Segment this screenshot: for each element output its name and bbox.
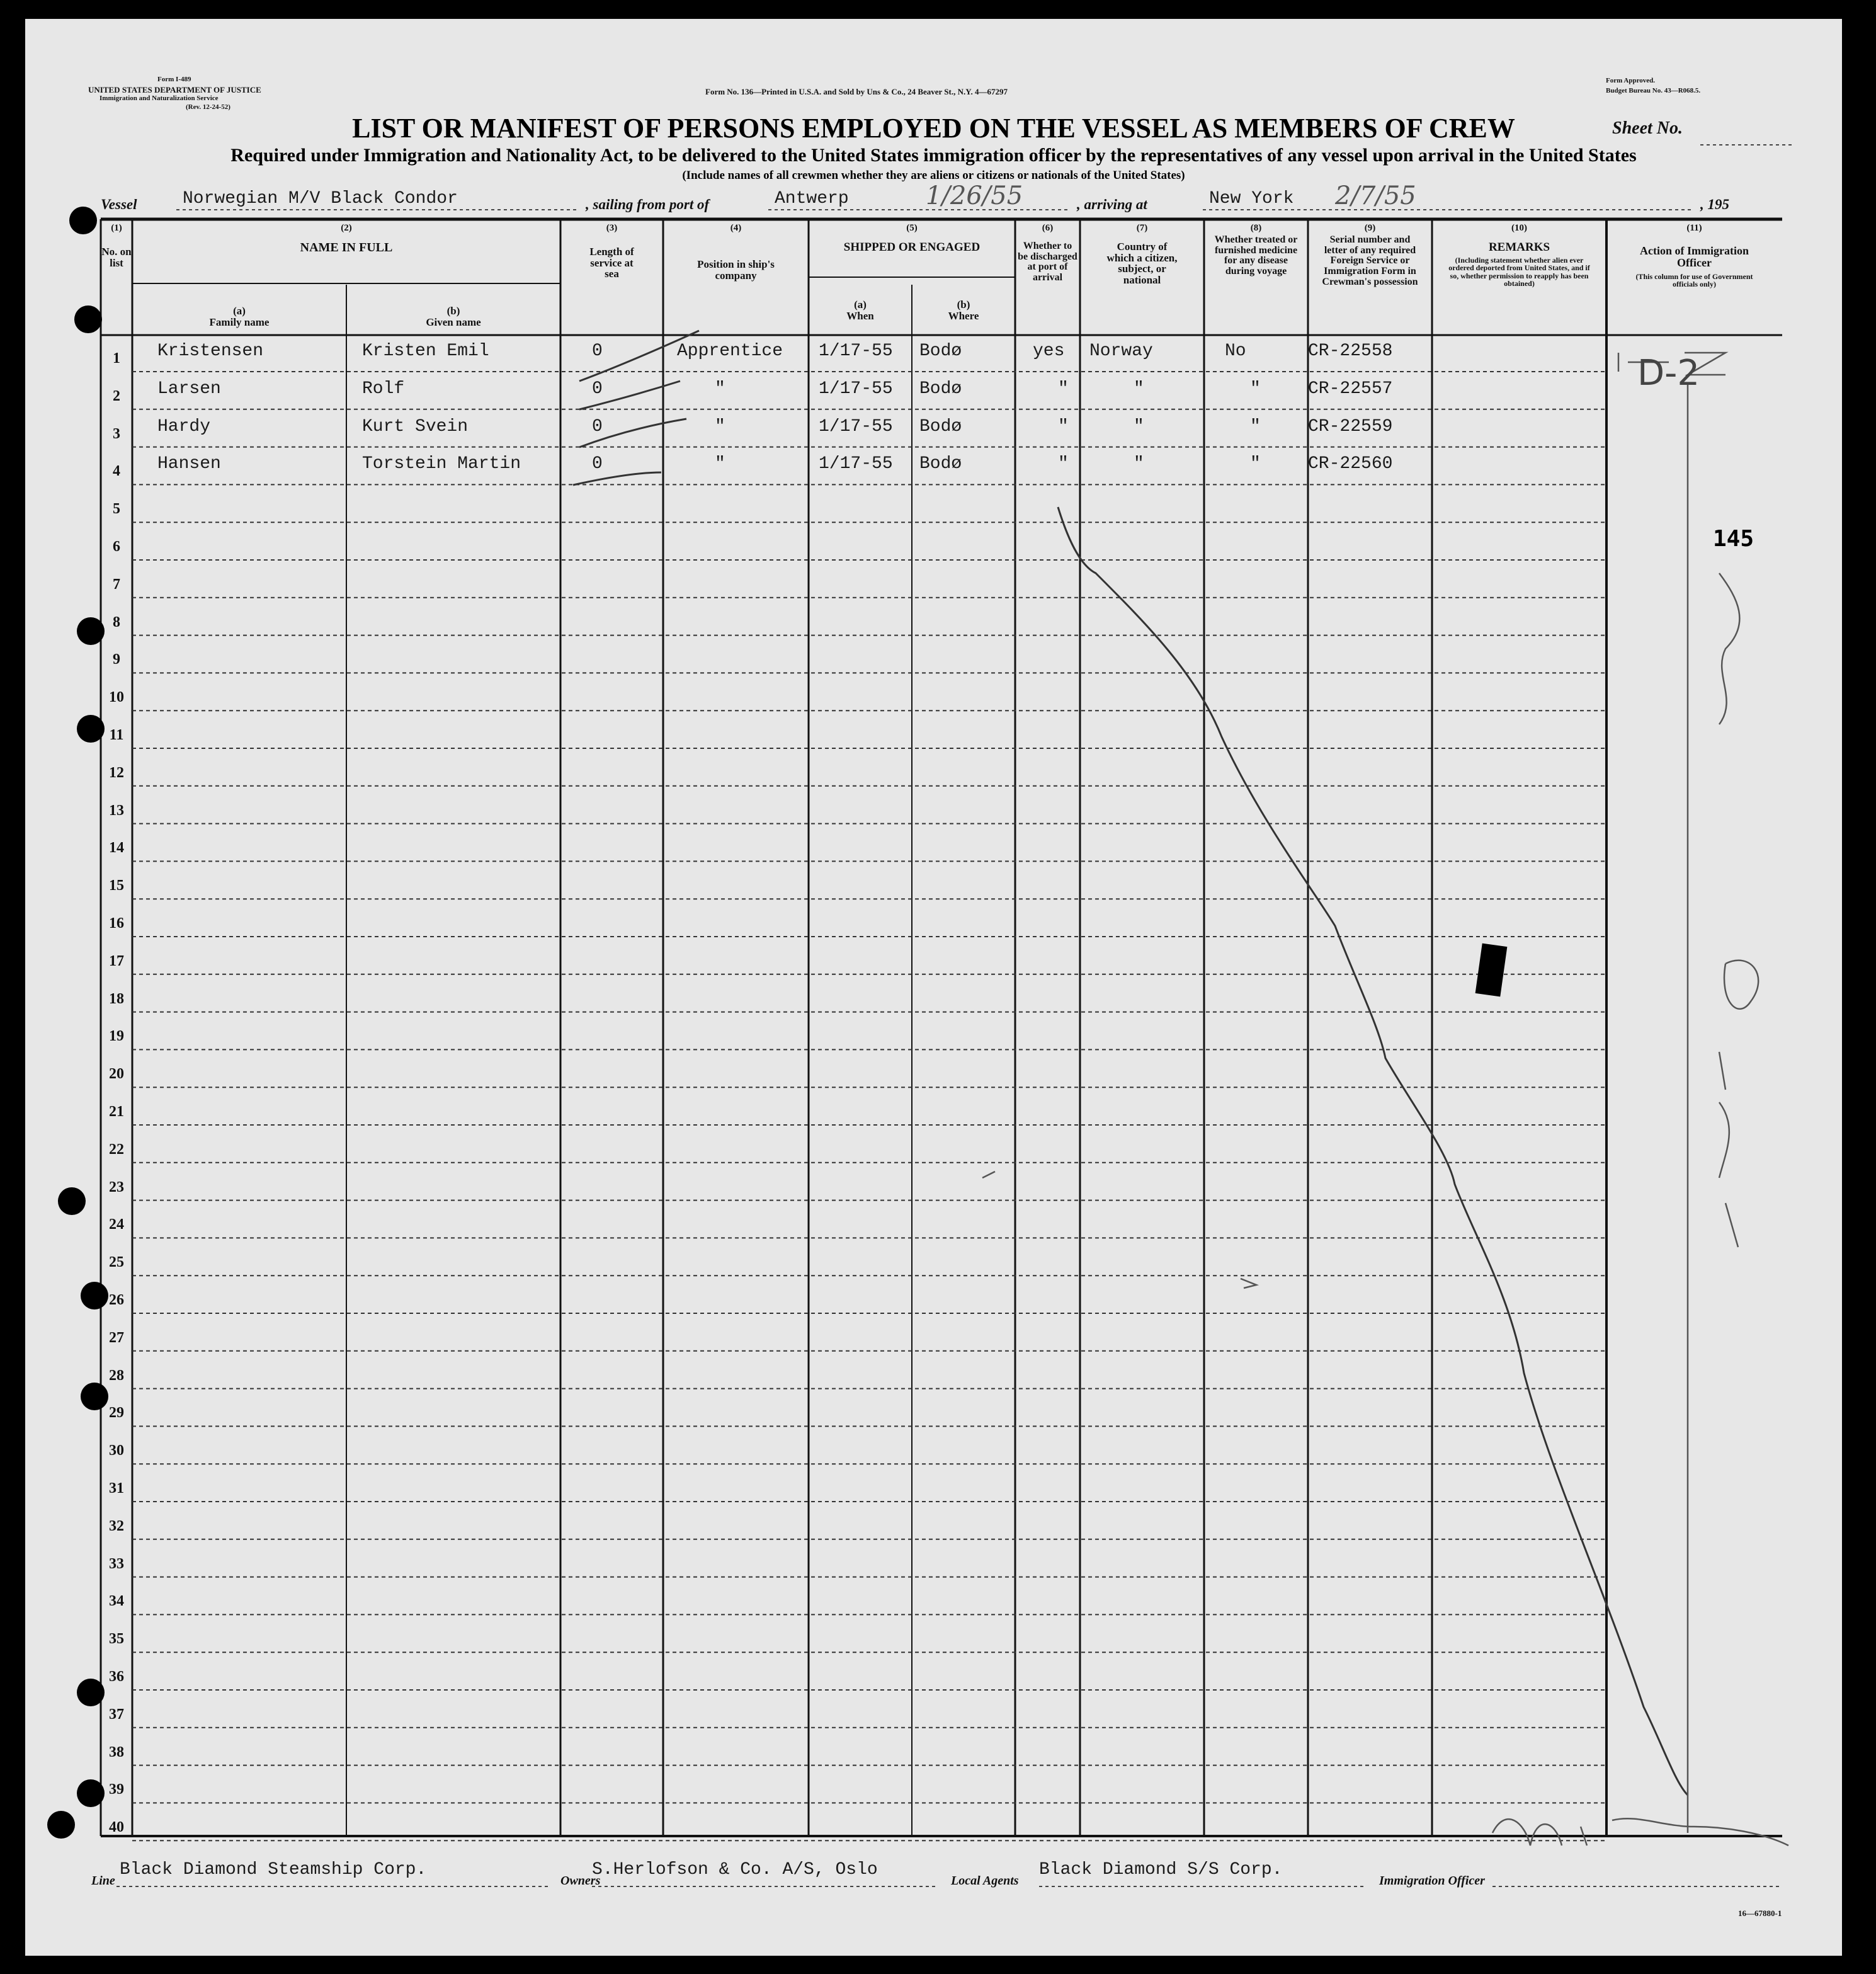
- cell-given: Torstein Martin: [362, 454, 521, 474]
- row-number: 23: [109, 1178, 124, 1195]
- form-number: Form I-489: [157, 76, 191, 83]
- punch-hole: [74, 305, 102, 333]
- row-number: 3: [113, 425, 120, 442]
- punch-hole: [77, 617, 105, 645]
- sailing-port: Antwerp: [775, 189, 849, 208]
- row-number: 24: [109, 1216, 124, 1233]
- row-number: 16: [109, 915, 124, 932]
- arrival-port: New York: [1209, 189, 1294, 208]
- cell-serial: CR-22559: [1308, 416, 1393, 436]
- form-approved: Form Approved.: [1606, 77, 1656, 84]
- row-number: 30: [109, 1442, 124, 1459]
- cell-service: 0: [592, 416, 603, 436]
- cell-medicine: ": [1250, 416, 1261, 436]
- vessel-label: Vessel: [101, 197, 137, 212]
- cell-family: Hardy: [157, 416, 211, 436]
- punch-hole: [47, 1811, 75, 1839]
- row-number: 19: [109, 1028, 124, 1045]
- col10-header: (10) REMARKS (Including statement whether alien ever ordered deported from United States, and if so, whether permission to reapply has been obtained): [1448, 223, 1590, 288]
- row-number: 6: [113, 539, 120, 555]
- cell-serial: CR-22557: [1308, 379, 1393, 399]
- row-number: 28: [109, 1367, 124, 1384]
- cell-position: ": [715, 416, 725, 436]
- row-number: 37: [109, 1706, 124, 1723]
- cell-country: Norway: [1089, 341, 1153, 361]
- cell-given: Rolf: [362, 379, 405, 399]
- cell-medicine: ": [1250, 379, 1261, 399]
- form-code: 16—67880-1: [1738, 1908, 1782, 1918]
- stamp-number: 145: [1713, 526, 1754, 552]
- page-subtitle: Required under Immigration and Nationality Act, to be delivered to the United States immigration officer by the representatives of any vessel upon arrival in the United States: [230, 145, 1637, 166]
- punch-hole: [77, 715, 105, 743]
- cell-where: Bodø: [919, 454, 962, 474]
- punch-hole: [77, 1679, 105, 1706]
- cell-when: 1/17-55: [819, 379, 893, 399]
- col7-header: (7) Country of which a citizen, subject, or national: [1106, 223, 1178, 287]
- cell-serial: CR-22560: [1308, 454, 1393, 474]
- vessel-name: Norwegian M/V Black Condor: [183, 189, 458, 208]
- row-number: 20: [109, 1066, 124, 1083]
- punch-hole: [81, 1282, 108, 1309]
- cell-discharged: yes: [1033, 341, 1065, 361]
- col5-header: (5) SHIPPED OR ENGAGED: [843, 223, 981, 254]
- row-number: 9: [113, 651, 120, 668]
- agents-label: Local Agents: [951, 1874, 1019, 1888]
- row-number: 4: [113, 463, 120, 480]
- cell-when: 1/17-55: [819, 454, 893, 474]
- row-number: 27: [109, 1329, 124, 1346]
- cell-country: ": [1134, 454, 1144, 474]
- manifest-paper: [25, 19, 1842, 1956]
- row-number: 32: [109, 1517, 124, 1534]
- arrival-date-handwritten: 2/7/55: [1335, 181, 1416, 210]
- col8-header: (8) Whether treated or furnished medicine for any disease during voyage: [1214, 223, 1298, 277]
- page-subnote: (Include names of all crewmen whether they are aliens or citizens or nationals of the United States): [682, 169, 1185, 182]
- cell-discharged: ": [1058, 454, 1069, 474]
- budget-bureau: Budget Bureau No. 43—R068.5.: [1606, 87, 1701, 94]
- printer-note: Form No. 136—Printed in U.S.A. and Sold by Uns & Co., 24 Beaver St., N.Y. 4—67297: [705, 87, 1008, 96]
- cell-family: Larsen: [157, 379, 221, 399]
- cell-discharged: ": [1058, 379, 1069, 399]
- row-number: 25: [109, 1254, 124, 1271]
- cell-family: Hansen: [157, 454, 221, 474]
- col2b-header: (b) Given name: [426, 305, 481, 328]
- cell-discharged: ": [1058, 416, 1069, 436]
- agents-company: Black Diamond S/S Corp.: [1039, 1860, 1283, 1880]
- col11-header: (11) Action of Immigration Officer (This column for use of Government officials only): [1635, 223, 1753, 289]
- owners-label: Owners: [560, 1874, 601, 1888]
- row-number: 17: [109, 952, 124, 969]
- row-number: 21: [109, 1104, 124, 1120]
- col5a-header: (a) When: [846, 299, 874, 322]
- cell-when: 1/17-55: [819, 416, 893, 436]
- department-name: UNITED STATES DEPARTMENT OF JUSTICE: [88, 85, 261, 94]
- row-number: 26: [109, 1292, 124, 1308]
- action-mark-d2: D-2: [1637, 353, 1700, 394]
- sailing-label: , sailing from port of: [586, 197, 710, 212]
- year-label: , 195: [1700, 197, 1729, 212]
- row-number: 15: [109, 877, 124, 894]
- punch-hole: [58, 1187, 86, 1215]
- col3-header: (3) Length of service at sea: [589, 223, 634, 280]
- officer-label: Immigration Officer: [1379, 1874, 1485, 1888]
- row-number: 1: [113, 350, 120, 367]
- cell-medicine: ": [1250, 454, 1261, 474]
- cell-service: 0: [592, 341, 603, 361]
- line-company: Black Diamond Steamship Corp.: [120, 1860, 427, 1880]
- row-number: 5: [113, 501, 120, 518]
- cell-where: Bodø: [919, 379, 962, 399]
- line-label: Line: [91, 1874, 115, 1888]
- cell-where: Bodø: [919, 416, 962, 436]
- revision-date: (Rev. 12-24-52): [186, 103, 230, 111]
- row-number: 18: [109, 990, 124, 1007]
- row-number: 2: [113, 387, 120, 404]
- row-number: 11: [109, 727, 124, 743]
- punch-hole: [77, 1779, 105, 1807]
- sheet-number-label: Sheet No.: [1612, 118, 1683, 138]
- punch-hole: [69, 207, 97, 234]
- sailing-date-handwritten: 1/26/55: [926, 181, 1023, 210]
- row-number: 33: [109, 1555, 124, 1572]
- cell-given: Kurt Svein: [362, 416, 469, 436]
- row-number: 10: [109, 689, 124, 706]
- page-title: LIST OR MANIFEST OF PERSONS EMPLOYED ON THE VESSEL AS MEMBERS OF CREW: [352, 113, 1515, 144]
- cell-when: 1/17-55: [819, 341, 893, 361]
- col1-header: (1) No. on list: [101, 223, 132, 269]
- col2a-header: (a) Family name: [209, 305, 270, 328]
- cell-service: 0: [592, 379, 603, 399]
- col9-header: (9) Serial number and letter of any required Foreign Service or Immigration Form in Crewman's possession: [1322, 223, 1418, 287]
- cell-given: Kristen Emil: [362, 341, 489, 361]
- row-number: 36: [109, 1669, 124, 1685]
- row-number: 38: [109, 1743, 124, 1760]
- col4-header: (4) Position in ship's company: [697, 223, 775, 282]
- col5b-header: (b) Where: [948, 299, 979, 322]
- row-number: 34: [109, 1593, 124, 1610]
- cell-country: ": [1134, 416, 1144, 436]
- row-number: 31: [109, 1480, 124, 1497]
- cell-medicine: No: [1225, 341, 1246, 361]
- cell-serial: CR-22558: [1308, 341, 1393, 361]
- cell-where: Bodø: [919, 341, 962, 361]
- footer-underlines: [25, 19, 1842, 1956]
- col2-header: (2) NAME IN FULL: [300, 223, 393, 254]
- cell-family: Kristensen: [157, 341, 264, 361]
- cell-service: 0: [592, 454, 603, 474]
- row-number: 29: [109, 1405, 124, 1422]
- row-number: 8: [113, 613, 120, 630]
- row-number: 7: [113, 576, 120, 593]
- row-number: 12: [109, 764, 124, 781]
- col6-header: (6) Whether to be discharged at port of arrival: [1018, 223, 1077, 283]
- cell-position: ": [715, 454, 725, 474]
- punch-hole: [81, 1383, 108, 1410]
- row-number: 39: [109, 1781, 124, 1798]
- owners-company: S.Herlofson & Co. A/S, Oslo: [592, 1860, 878, 1880]
- row-number: 35: [109, 1631, 124, 1648]
- row-number: 14: [109, 840, 124, 857]
- cell-position: ": [715, 379, 725, 399]
- cell-position: Apprentice: [677, 341, 783, 361]
- row-number: 40: [109, 1819, 124, 1836]
- cell-country: ": [1134, 379, 1144, 399]
- arriving-label: , arriving at: [1077, 197, 1147, 212]
- row-number: 22: [109, 1141, 124, 1158]
- row-number: 13: [109, 802, 124, 819]
- service-name: Immigration and Naturalization Service: [99, 94, 219, 102]
